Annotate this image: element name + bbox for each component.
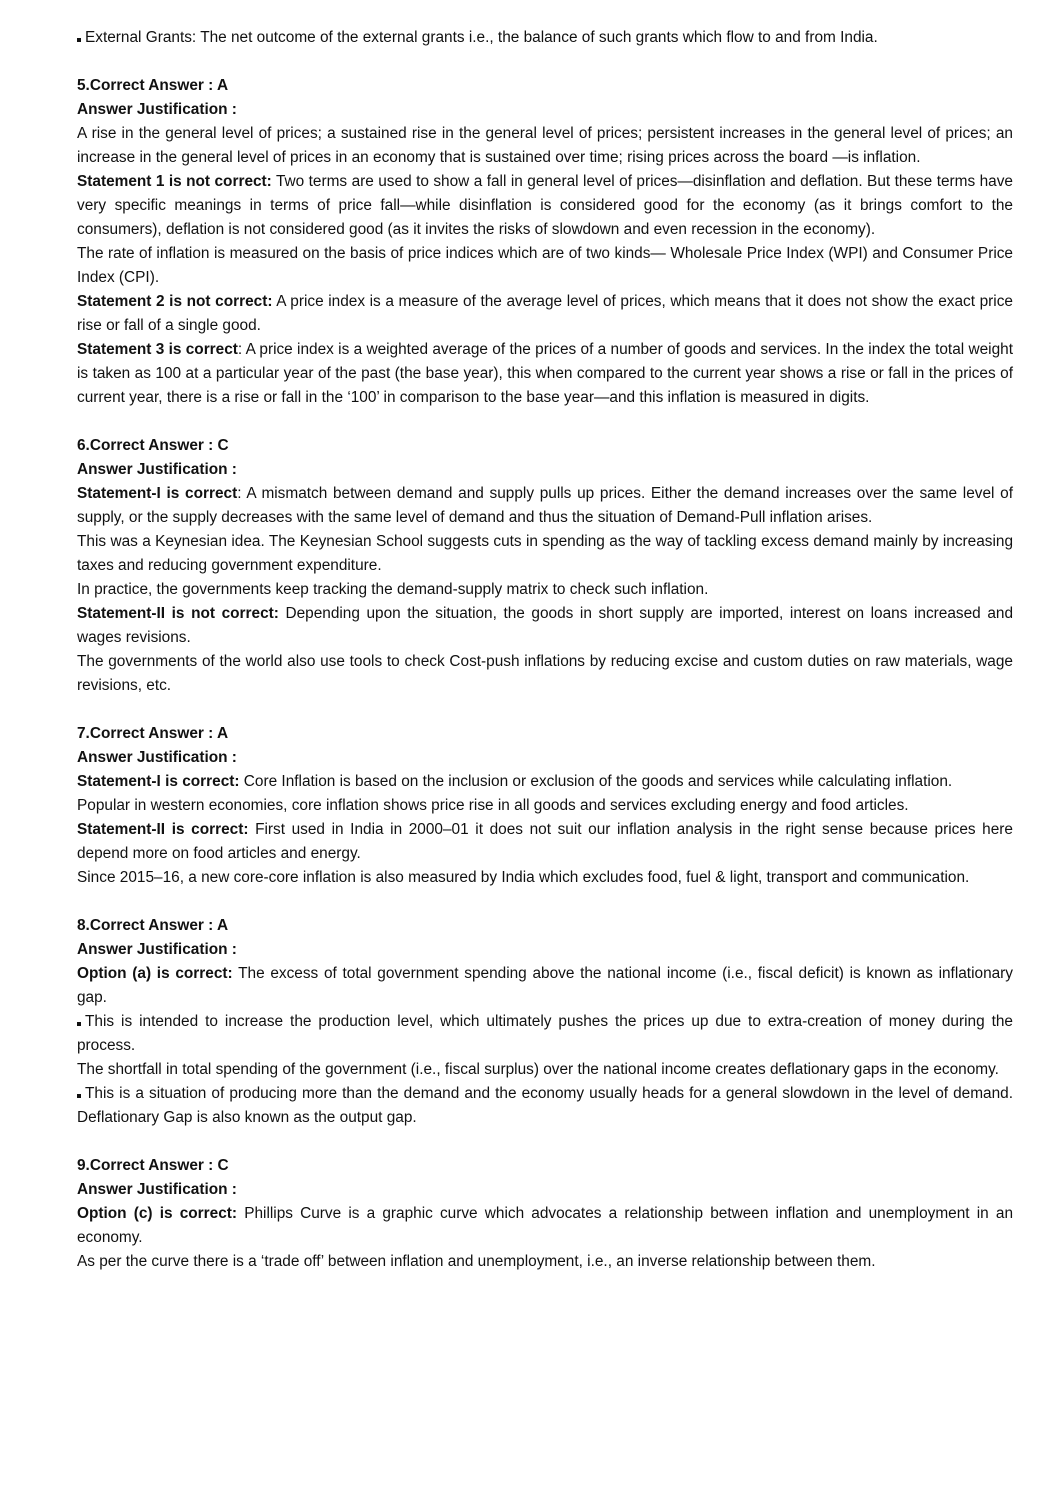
justification-paragraph bbox=[77, 530, 1013, 578]
bullet-icon bbox=[77, 1094, 81, 1098]
answers-list bbox=[77, 74, 1013, 1274]
paragraph-text: As per the curve there is a ‘trade off’ between inflation and unemployment, i.e., an inverse relationship between them. bbox=[77, 1253, 876, 1270]
answer-section bbox=[77, 74, 1013, 410]
paragraph-text: : A price index is a weighted average of the prices of a number of goods and services. In the index the total weight is taken as 100 at a particular year of the past (the base year), this when compared to the current year shows a rise or fall in the prices of current year, there is a rise or fall in the ‘100’ in comparison to the base year—and this inflation is measured in digits. bbox=[77, 341, 1013, 406]
paragraph-text: The shortfall in total spending of the government (i.e., fiscal surplus) over the national income creates deflationary gaps in the economy. bbox=[77, 1061, 999, 1078]
justification-paragraph bbox=[77, 794, 1013, 818]
justification-paragraph bbox=[77, 338, 1013, 410]
justification-paragraph bbox=[77, 1010, 1013, 1058]
paragraph-text: Popular in western economies, core inflation shows price rise in all goods and services excluding energy and food articles. bbox=[77, 797, 909, 814]
justification-paragraph bbox=[77, 962, 1013, 1010]
justification-paragraph bbox=[77, 1058, 1013, 1082]
paragraph-text: The rate of inflation is measured on the basis of price indices which are of two kinds— Wholesale Price Index (WPI) and Consumer Price Index (CPI). bbox=[77, 245, 1013, 286]
statement-lead: Statement-I is correct bbox=[77, 485, 238, 502]
justification-paragraph bbox=[77, 602, 1013, 650]
justification-paragraph bbox=[77, 866, 1013, 890]
answer-heading: 6.Correct Answer : C bbox=[77, 437, 229, 454]
statement-lead: Statement-I is correct: bbox=[77, 773, 240, 790]
justification-paragraph bbox=[77, 1202, 1013, 1250]
answer-heading: 7.Correct Answer : A bbox=[77, 725, 229, 742]
answer-heading: 5.Correct Answer : A bbox=[77, 77, 229, 94]
justification-paragraph bbox=[77, 818, 1013, 866]
statement-lead: Statement 3 is correct bbox=[77, 341, 238, 358]
justification-label: Answer Justification : bbox=[77, 749, 237, 766]
paragraph-text: A price index is a measure of the average level of prices, which means that it does not show the exact price rise or fall of a single good. bbox=[77, 293, 1013, 334]
paragraph-text: Since 2015–16, a new core-core inflation is also measured by India which excludes food, fuel & light, transport and communication. bbox=[77, 869, 970, 886]
answer-heading: 8.Correct Answer : A bbox=[77, 917, 229, 934]
paragraph-text: Core Inflation is based on the inclusion or exclusion of the goods and services while calculating inflation. bbox=[239, 773, 953, 790]
answer-section bbox=[77, 722, 1013, 890]
justification-paragraph bbox=[77, 1082, 1013, 1130]
justification-paragraph bbox=[77, 242, 1013, 290]
justification-paragraph bbox=[77, 578, 1013, 602]
paragraph-text: : A mismatch between demand and supply pulls up prices. Either the demand increases over the same level of supply, or the supply decreases with the same level of demand and thus the situation of Demand-Pull inflation arises. bbox=[77, 485, 1013, 526]
answer-section bbox=[77, 914, 1013, 1130]
justification-paragraph bbox=[77, 650, 1013, 698]
document-page bbox=[77, 26, 1013, 1274]
paragraph-text: The governments of the world also use tools to check Cost-push inflations by reducing excise and custom duties on raw materials, wage revisions, etc. bbox=[77, 653, 1013, 694]
paragraph-text: This is intended to increase the production level, which ultimately pushes the prices up due to extra-creation of money during the process. bbox=[77, 1013, 1013, 1054]
intro-text: External Grants: The net outcome of the external grants i.e., the balance of such grants which flow to and from India. bbox=[85, 29, 878, 46]
paragraph-text: This is a situation of producing more than the demand and the economy usually heads for a general slowdown in the level of demand. Deflationary Gap is also known as the output gap. bbox=[77, 1085, 1013, 1126]
justification-label: Answer Justification : bbox=[77, 941, 237, 958]
justification-paragraph bbox=[77, 170, 1013, 242]
paragraph-text: In practice, the governments keep tracking the demand-supply matrix to check such inflation. bbox=[77, 581, 709, 598]
bullet-icon bbox=[77, 1022, 81, 1026]
justification-label: Answer Justification : bbox=[77, 461, 237, 478]
paragraph-text: First used in India in 2000–01 it does not suit our inflation analysis in the right sense because prices here depend more on food articles and energy. bbox=[77, 821, 1013, 862]
justification-paragraph bbox=[77, 1250, 1013, 1274]
justification-paragraph bbox=[77, 770, 1013, 794]
statement-lead: Statement-II is correct: bbox=[77, 821, 249, 838]
paragraph-text: Two terms are used to show a fall in general level of prices—disinflation and deflation. But these terms have very specific meanings in terms of price fall—while disinflation is considered good for the economy (as it brings comfort to the consumers), deflation is not considered good (as it invites the risks of slowdown and even recession in the economy). bbox=[77, 173, 1013, 238]
statement-lead: Option (c) is correct: bbox=[77, 1205, 238, 1222]
paragraph-text: A rise in the general level of prices; a sustained rise in the general level of prices; persistent increases in the general level of prices; an increase in the general level of prices in an economy that is sustained over time; rising prices across the board —is inflation. bbox=[77, 125, 1013, 166]
justification-label: Answer Justification : bbox=[77, 1181, 237, 1198]
paragraph-text: Phillips Curve is a graphic curve which advocates a relationship between inflation and unemployment in an economy. bbox=[77, 1205, 1013, 1246]
paragraph-text: Depending upon the situation, the goods in short supply are imported, interest on loans increased and wages revisions. bbox=[77, 605, 1013, 646]
statement-lead: Statement 2 is not correct: bbox=[77, 293, 273, 310]
justification-paragraph bbox=[77, 122, 1013, 170]
justification-paragraph bbox=[77, 482, 1013, 530]
justification-label: Answer Justification : bbox=[77, 101, 237, 118]
justification-paragraph bbox=[77, 290, 1013, 338]
paragraph-text: The excess of total government spending above the national income (i.e., fiscal deficit) is known as inflationary gap. bbox=[77, 965, 1014, 1006]
answer-heading: 9.Correct Answer : C bbox=[77, 1157, 229, 1174]
bullet-icon bbox=[77, 38, 81, 42]
statement-lead: Statement-II is not correct: bbox=[77, 605, 279, 622]
statement-lead: Statement 1 is not correct: bbox=[77, 173, 272, 190]
statement-lead: Option (a) is correct: bbox=[77, 965, 233, 982]
answer-section bbox=[77, 1154, 1013, 1274]
paragraph-text: This was a Keynesian idea. The Keynesian School suggests cuts in spending as the way of tackling excess demand mainly by increasing taxes and reducing government expenditure. bbox=[77, 533, 1013, 574]
answer-section bbox=[77, 434, 1013, 698]
intro-paragraph bbox=[77, 26, 1013, 50]
